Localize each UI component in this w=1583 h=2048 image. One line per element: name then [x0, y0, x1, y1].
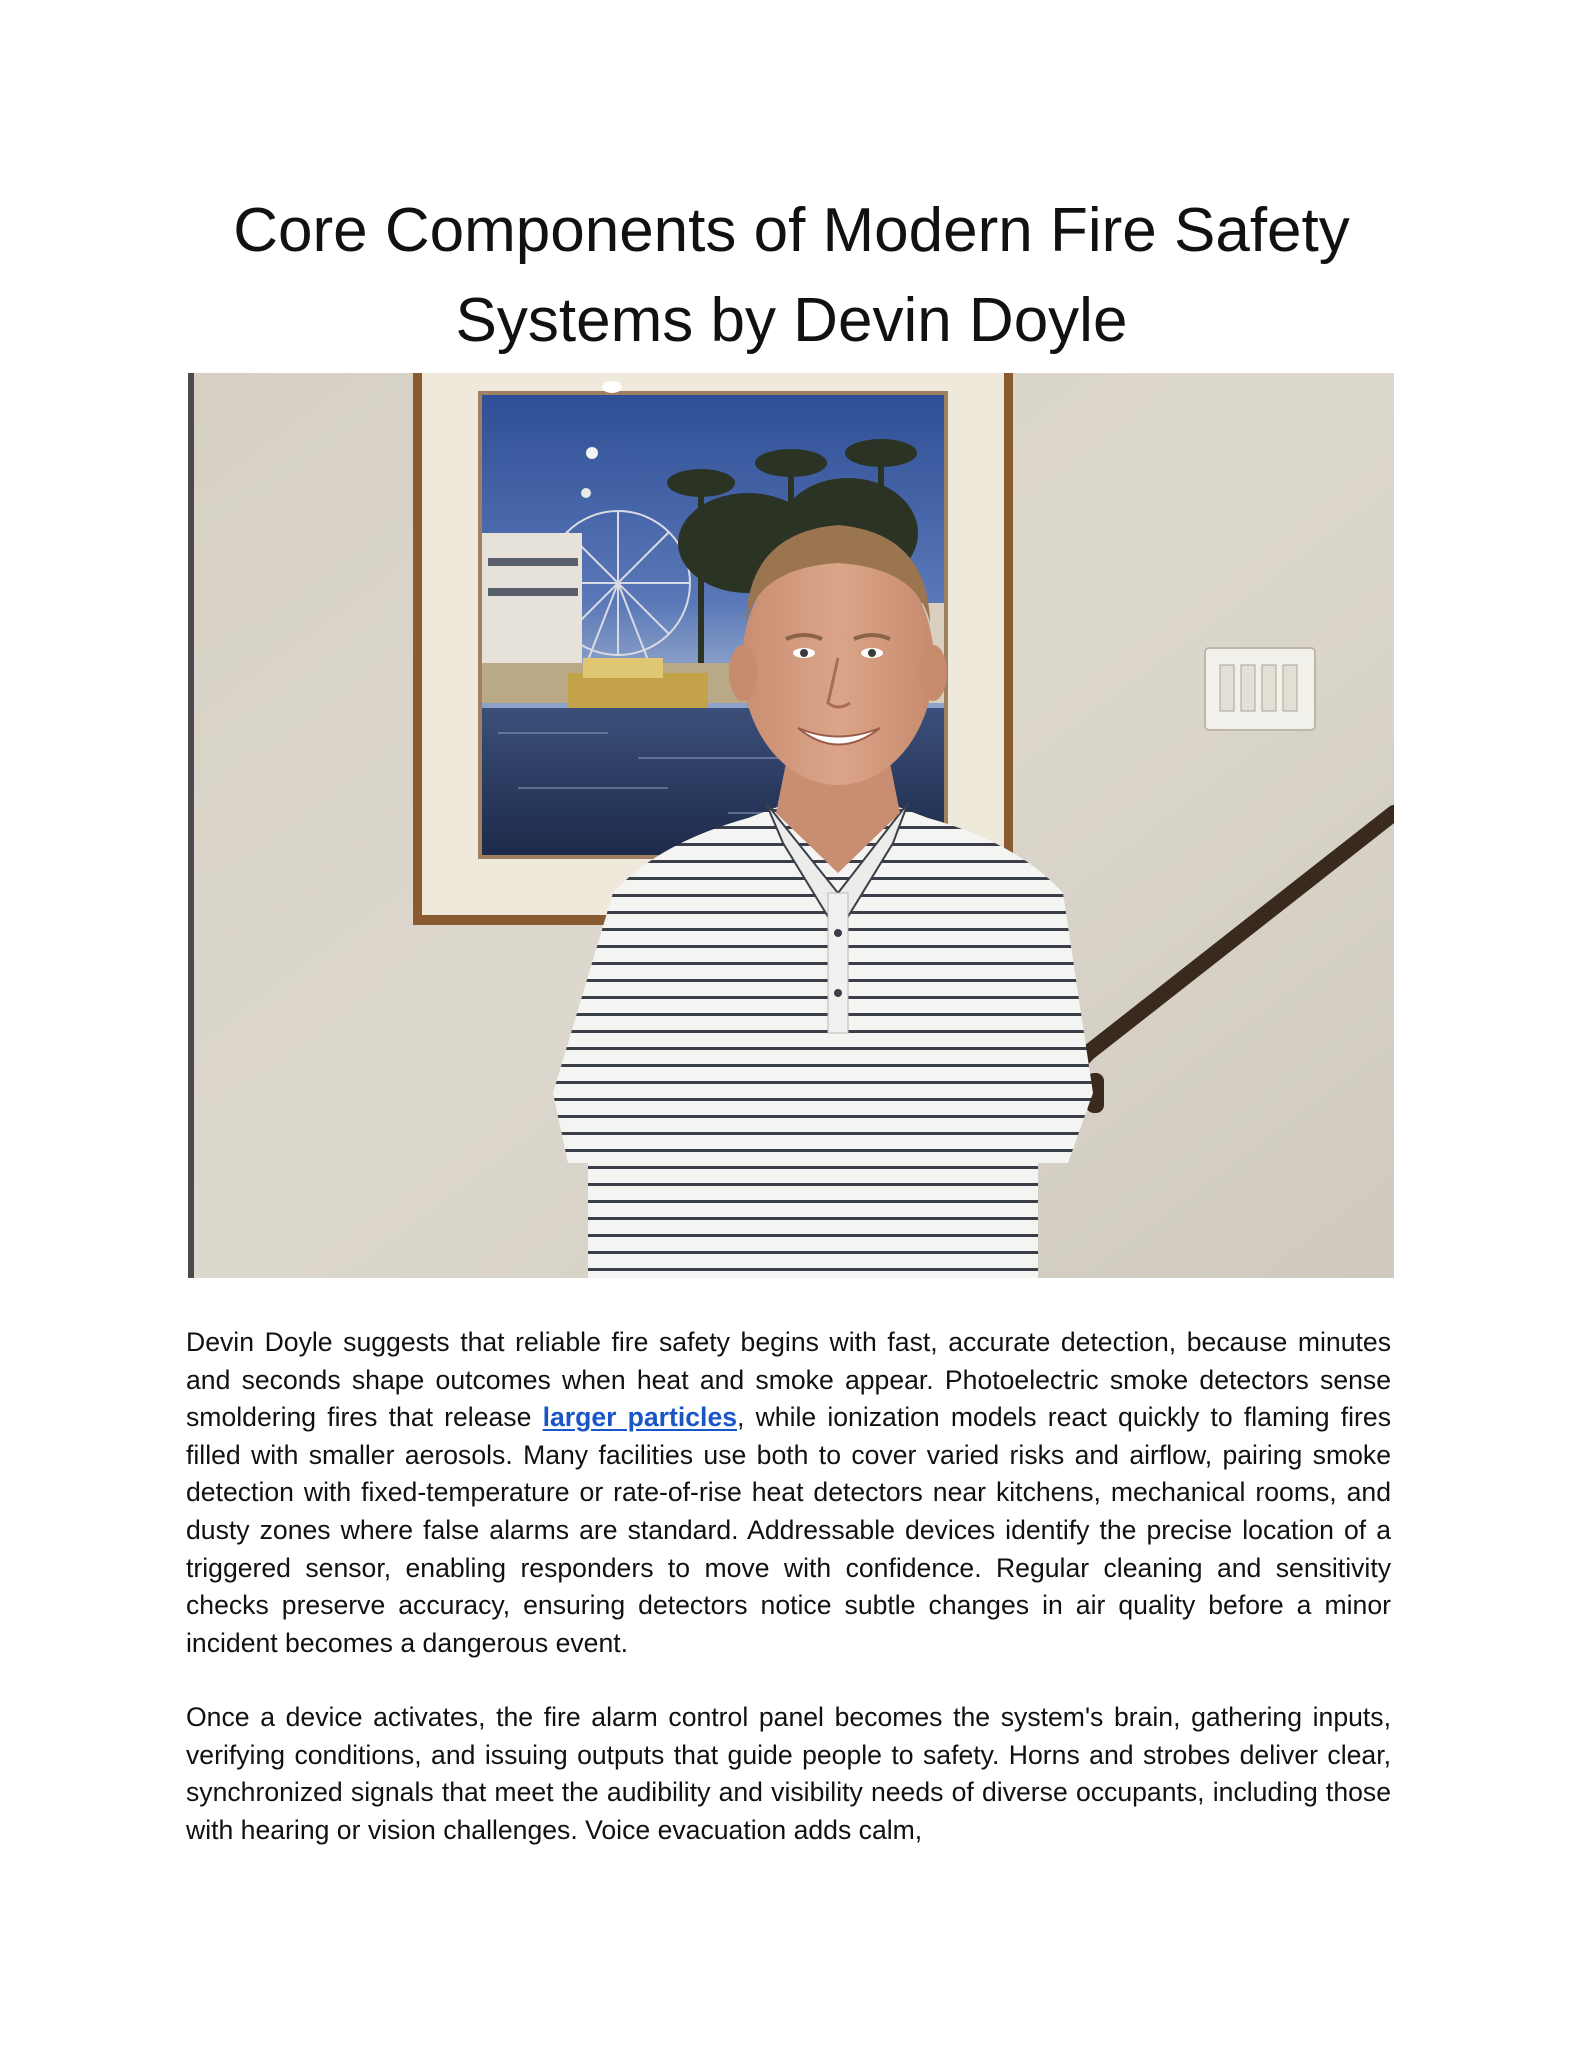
paragraph-1-text-after: , while ionization models react quickly to flaming fires filled with smaller aerosols. Many facilities use both to cover varied risks and airflow, pairing smoke detection with fixed-temperature or rate-of-rise heat detectors near kitchens, mechanical rooms, and dusty zones where false alarms are standard. Addressable devices identify the precise location of a triggered sensor, enabling responders to move with confidence. Regular cleaning and sensitivity checks preserve accuracy, ensuring detectors notice subtle changes in air quality before a minor incident becomes a dangerous event.	[186, 1402, 1391, 1658]
portrait-photo	[188, 373, 1394, 1278]
paragraph-1-text-before: Devin Doyle suggests that reliable fire safety begins with fast, accurate detection, because minutes and seconds shape outcomes when heat and smoke appear. Photoelectric smoke detectors sense smoldering fires that release	[186, 1327, 1391, 1433]
larger-particles-link[interactable]: larger particles	[542, 1402, 738, 1433]
body-paragraph-2: Once a device activates, the fire alarm control panel becomes the system's brain, gathering inputs, verifying conditions, and issuing outputs that guide people to safety. Horns and strobes deliver clear, synchronized signals that meet the audibility and visibility needs of diverse occupants, including those with hearing or vision challenges. Voice evacuation adds calm,	[186, 1702, 1391, 1845]
page-title: Core Components of Modern Fire Safety Systems by Devin Doyle	[233, 196, 1350, 355]
body-paragraph-1	[186, 1324, 1391, 1662]
